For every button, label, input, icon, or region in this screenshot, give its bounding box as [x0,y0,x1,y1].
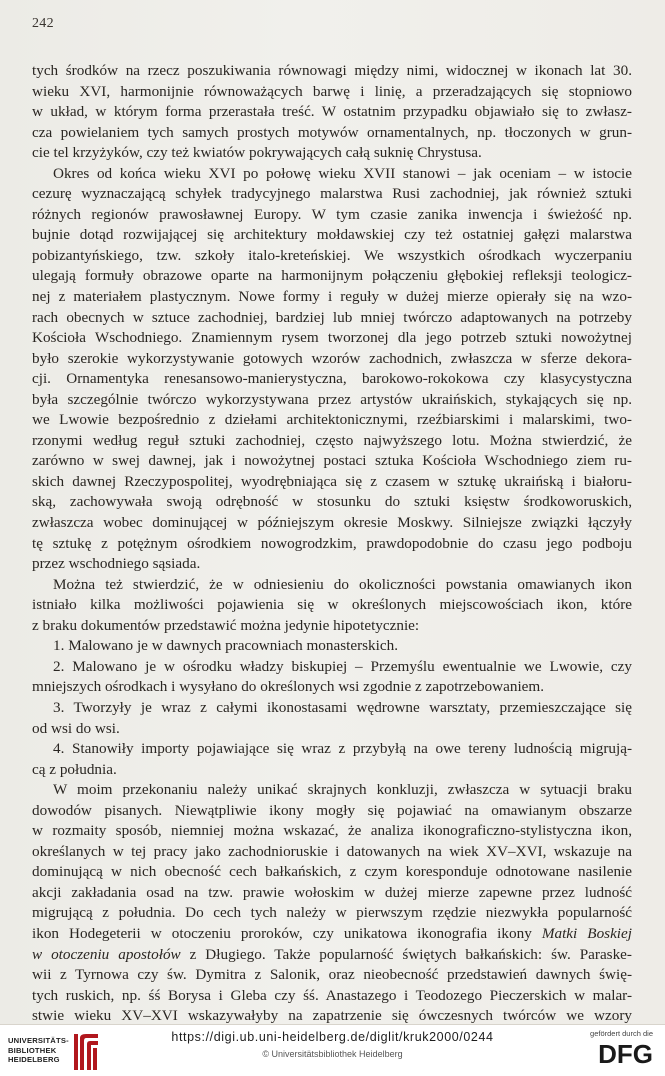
text-line: wieku XVI, harmonijnie równoważących barwę i linię, a przeradzających się stopniowo [32,82,632,100]
text-line: W moim przekonaniu należy unikać skrajnych konkluzji, zwłaszcza w sytuacji braku [53,781,632,799]
text-line: w układ, w którym forma przerastała treść. W ostatnim przypadku objawiało się to zwłasz- [32,103,632,121]
text-line: bujnie dotąd rozwijającej się architektury mołdawskiej czy też ostatniej gałęzi malarstwa [32,226,632,244]
list-item-4: 4. Stanowiły importy pojawiające się wraz z przybyłą na owe tereny ludnością migrują- [53,740,632,758]
text-line: w rozmaity sposób, niemniej można wskazać, że analiza ikonograficzno-stylistyczna ikon, [32,822,632,840]
library-name-line: HEIDELBERG [8,1055,60,1064]
page-number: 242 [32,16,54,31]
text-line: stwie wieku XV–XVI wskazywałyby na zapatrzenie się ówczesnych twórców we wzory [32,1007,632,1025]
text-line: we Lwowie bezpośrednio z dziełami architektonicznymi, rzeźbiarskimi i malarskimi, two- [32,411,632,429]
library-name-line: BIBLIOTHEK [8,1045,57,1055]
text-line: cza powielaniem tych samych prostych motywów ornamentalnych, np. tłoczonych w grun- [32,123,632,141]
italic-title: Matki Boskiej [541,924,632,942]
text-line: Można też stwierdzić, że w odniesieniu do okoliczności powstania omawianych ikon [53,575,632,593]
text-line: cą z południa. [32,760,117,778]
text-line: tych ruskich, np. śś Borysa i Gleba czy śś. Anastazego i Teodozego Pieczerskich w malar- [32,986,632,1004]
text-line: zarówno w swej dawnej, jak i nowożytnej postaci sztuka Kościoła Wschodniego ziem ru- [32,452,632,470]
text-line: tę sztukę z potężnym ośrodkiem nowogrodzkim, prawdopodobnie do czasu jego podboju [32,534,632,552]
dfg-logo-icon [581,1039,653,1067]
text-line: przez wschodniego sąsiada. [32,555,201,573]
body-text [32,61,632,1027]
text-line: zwłaszcza wobec dominującej w późniejszym okresie Moskwy. Silniejsze związki łączyły [32,514,632,532]
list-item-2: 2. Malowano je w ośrodku władzy biskupiej – Przemyślu ewentualnie we Lwowie, czy [53,657,632,675]
text-line: istniało kilka możliwości pojawienia się w określonych miejscowościach ikon, które [32,596,632,614]
text-line: akcji zakładania osad na tzw. prawie wołoskim w dużej mierze zapewne przez ludność [32,883,632,901]
text-line: skich dawnej Rzeczypospolitej, wyodrębniająca się z czasem w sztukę ukraińską i białoru- [32,472,632,490]
permalink-url[interactable]: https://digi.ub.uni-heidelberg.de/diglit/kruk2000/0244 [171,1030,494,1044]
text-line: wii z Tyrnowa czy św. Dymitra z Salonik, oraz nieobecność przedstawień dawnych świę- [32,966,632,984]
text-line: nej z materiałem plastycznym. Nowe formy i reguły w dużej mierze opierały się na wzo- [32,288,632,306]
text-line: określanych w tej pracy jako zachodnioruskie i datowanych na wiek XV–XVI, wskazuje na [32,842,632,860]
text-line: tych środków na rzecz poszukiwania równowagi między nimi, widocznej w ikonach lat 30. [32,62,632,79]
text-line: różnych regionów prawosławnej Europy. W tym czasie zanika inwencja i świeżość np. [32,205,632,223]
text-line: mniejszych ośrodkach i wysyłano do określonych wsi zgodnie z zapotrzebowaniem. [32,678,545,696]
dfg-funding-badge[interactable] [581,1029,653,1071]
text-line: rzonymi według reguł sztuki zachodniej, często najwyższego lotu. Można stwierdzić, że [32,431,632,449]
text-line: cji. Ornamentyka renesansowo-manierystyczna, barokowo-rokokowa czy klasycystyczna [32,370,632,388]
text-line: ską, zachowywała swoją odrębność w stosunku do sztuki księstw środkoworuskich, [32,493,632,511]
text-line: cezurę wyznaczającą schyłek tradycyjnego malarstwa Rusi zachodniej, jak również sztuki [32,185,632,203]
library-name-line: UNIVERSITÄTS- [8,1036,69,1045]
list-item-3: 3. Tworzyły je wraz z całymi ikonostasami wędrowne warsztaty, przemieszczające się [53,698,632,716]
text-line: Okres od końca wieku XVI po połowę wieku XVII stanowi – jak oceniam – w istocie [53,164,632,182]
dfg-caption: gefördert durch die [590,1029,653,1038]
text-line: od wsi do wsi. [32,719,120,737]
text-line: z braku dokumentów przedstawić można jedynie hipotetycznie: [32,616,420,634]
text-line: cie tel krzyżyków, czy też kwiatów pokrywających całą suknię Chrystusa. [32,144,482,162]
text-line-with-title [32,945,632,966]
italic-title: w otoczeniu apostołów [32,945,181,963]
text-line: było szerokie wykorzystywanie gotowych wzorów zachodnich, zwłaszcza w sferze dekora- [32,349,632,367]
text-fragment: z Długiego. Także popularność świętych bałkańskich: św. Paraske- [180,945,632,963]
text-line: migrującą z południa. Do cech tych należy w pierwszym rzędzie niezwykła popularność [32,904,632,922]
text-line: dowodów pisanych. Niewątpliwie ikony mogły się pojawiać na omawianym obszarze [32,801,632,819]
text-line: Kościoła Wschodniego. Znamiennym rysem tworzonej dla jego potrzeb sztuki nowożytnej [32,329,632,347]
text-line-with-title [32,924,632,945]
text-line: rach obecnych w sztuce zachodniej, bardziej lub mniej twórczo adaptowanych na potrzeby [32,308,632,326]
viewer-footer [0,1024,665,1076]
text-line: ulegają formuły obrazowe oparte na harmonijnym połączeniu głębokiej refleksji teologicz- [32,267,632,285]
dfg-logo-text: DFG [598,1039,653,1067]
text-line: dominującą w nich obecność cech bałkańskich, z czym koresponduje odnotowane nasilenie [32,863,632,881]
copyright-notice: © Universitätsbibliothek Heidelberg [262,1049,403,1059]
text-line: pobizantyńskiego, tzw. szkoły italo-kreteńskiej. We wszystkich ośrodkach wyczerpaniu [32,246,632,264]
list-item-1: 1. Malowano je w dawnych pracowniach monasterskich. [53,637,398,655]
text-line: była szczególnie twórczo wykorzystywana przez artystów ukraińskich, stykających się np. [32,390,632,408]
text-fragment: ikon Hodegeterii w otoczeniu proroków, czy unikatowa ikonografia ikony [32,924,542,942]
